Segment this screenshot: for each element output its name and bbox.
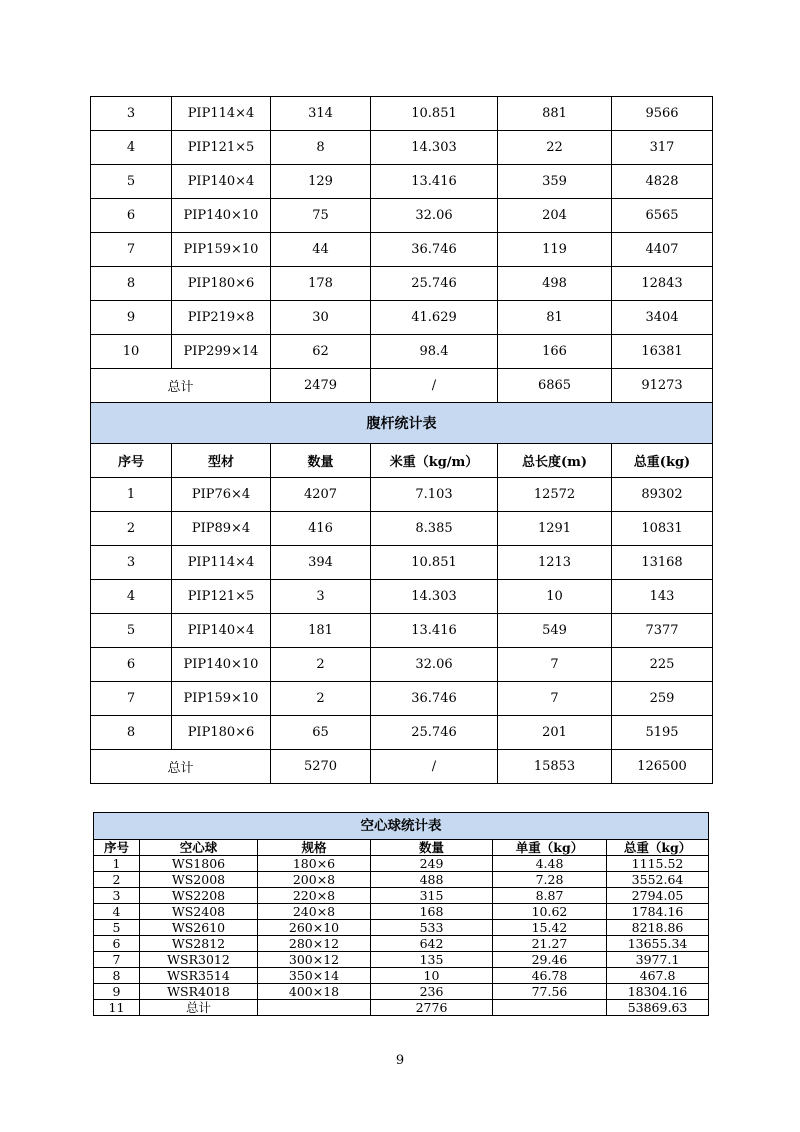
table-row bbox=[91, 97, 713, 131]
total-weight: 91273 bbox=[612, 369, 713, 403]
cell-ball: WS2408 bbox=[140, 904, 258, 920]
cell-weight: 4828 bbox=[612, 165, 713, 199]
cell-count: 178 bbox=[271, 267, 371, 301]
table-row bbox=[91, 301, 713, 335]
cell-count: 3 bbox=[271, 580, 371, 614]
cell-index: 3 bbox=[91, 546, 172, 580]
table-row bbox=[94, 952, 709, 968]
cell-weight: 3977.1 bbox=[607, 952, 709, 968]
cell-profile: PIP76×4 bbox=[172, 478, 271, 512]
cell-index: 3 bbox=[94, 888, 140, 904]
header-unit-weight: 单重（kg） bbox=[493, 840, 607, 856]
table-row bbox=[91, 682, 713, 716]
total-row bbox=[91, 750, 713, 784]
header-ball: 空心球 bbox=[140, 840, 258, 856]
cell-profile: PIP180×6 bbox=[172, 267, 271, 301]
cell-profile: PIP299×14 bbox=[172, 335, 271, 369]
cell-length: 10 bbox=[498, 580, 612, 614]
cell-ball: WSR3514 bbox=[140, 968, 258, 984]
cell-weight: 2794.05 bbox=[607, 888, 709, 904]
total-unit-weight: / bbox=[371, 750, 498, 784]
table-row bbox=[94, 856, 709, 872]
cell-weight: 5195 bbox=[612, 716, 713, 750]
table-row bbox=[91, 546, 713, 580]
cell-unit-weight: 7.103 bbox=[371, 478, 498, 512]
cell-profile: PIP121×5 bbox=[172, 580, 271, 614]
hollow-ball-table-title: 空心球统计表 bbox=[94, 813, 709, 840]
cell-unit-weight: 14.303 bbox=[371, 131, 498, 165]
cell-count: 181 bbox=[271, 614, 371, 648]
cell-index: 8 bbox=[91, 267, 172, 301]
cell-count: 315 bbox=[371, 888, 493, 904]
cell-unit-weight: 14.303 bbox=[371, 580, 498, 614]
cell-spec: 300×12 bbox=[258, 952, 371, 968]
cell-length: 201 bbox=[498, 716, 612, 750]
cell-count: 8 bbox=[271, 131, 371, 165]
hollow-ball-table-title-row bbox=[94, 813, 709, 840]
cell-index: 1 bbox=[91, 478, 172, 512]
total-label: 总计 bbox=[91, 369, 271, 403]
cell-weight: 18304.16 bbox=[607, 984, 709, 1000]
cell-index: 5 bbox=[94, 920, 140, 936]
cell-weight: 89302 bbox=[612, 478, 713, 512]
cell-length: 549 bbox=[498, 614, 612, 648]
cell-ball: WS2812 bbox=[140, 936, 258, 952]
cell-index: 6 bbox=[94, 936, 140, 952]
cell-count: 10 bbox=[371, 968, 493, 984]
cell-unit-weight: 77.56 bbox=[493, 984, 607, 1000]
cell-weight: 16381 bbox=[612, 335, 713, 369]
cell-profile: PIP140×10 bbox=[172, 648, 271, 682]
total-length: 15853 bbox=[498, 750, 612, 784]
cell-unit-weight: 25.746 bbox=[371, 267, 498, 301]
cell-index: 8 bbox=[94, 968, 140, 984]
cell-unit-weight: 41.629 bbox=[371, 301, 498, 335]
cell-count: 416 bbox=[271, 512, 371, 546]
cell-weight: 8218.86 bbox=[607, 920, 709, 936]
total-weight: 53869.63 bbox=[607, 1000, 709, 1016]
cell-profile: PIP180×6 bbox=[172, 716, 271, 750]
total-length: 6865 bbox=[498, 369, 612, 403]
table-row bbox=[91, 233, 713, 267]
cell-weight: 225 bbox=[612, 648, 713, 682]
cell-ball: WS2208 bbox=[140, 888, 258, 904]
cell-unit-weight: 13.416 bbox=[371, 165, 498, 199]
total-weight: 126500 bbox=[612, 750, 713, 784]
cell-count: 2 bbox=[271, 682, 371, 716]
cell-spec: 260×10 bbox=[258, 920, 371, 936]
cell-weight: 4407 bbox=[612, 233, 713, 267]
cell-ball: WS2610 bbox=[140, 920, 258, 936]
cell-weight: 13168 bbox=[612, 546, 713, 580]
cell-index: 1 bbox=[94, 856, 140, 872]
cell-weight: 10831 bbox=[612, 512, 713, 546]
table-row bbox=[91, 131, 713, 165]
cell-count: 129 bbox=[271, 165, 371, 199]
table-row bbox=[91, 478, 713, 512]
total-row bbox=[91, 369, 713, 403]
cell-length: 7 bbox=[498, 682, 612, 716]
cell-unit-weight: 10.851 bbox=[371, 97, 498, 131]
cell-length: 881 bbox=[498, 97, 612, 131]
header-length: 总长度(m) bbox=[498, 444, 612, 478]
table-row bbox=[91, 199, 713, 233]
cell-count: 394 bbox=[271, 546, 371, 580]
cell-count: 44 bbox=[271, 233, 371, 267]
total-spec bbox=[258, 1000, 371, 1016]
table-row bbox=[94, 872, 709, 888]
table-row bbox=[94, 904, 709, 920]
table-row bbox=[94, 920, 709, 936]
cell-count: 168 bbox=[371, 904, 493, 920]
cell-ball: WSR4018 bbox=[140, 984, 258, 1000]
cell-weight: 467.8 bbox=[607, 968, 709, 984]
hollow-ball-header-row bbox=[94, 840, 709, 856]
cell-index: 8 bbox=[91, 716, 172, 750]
header-weight: 总重(kg) bbox=[612, 444, 713, 478]
table-row bbox=[94, 888, 709, 904]
total-unit-weight bbox=[493, 1000, 607, 1016]
header-weight: 总重（kg） bbox=[607, 840, 709, 856]
cell-index: 2 bbox=[91, 512, 172, 546]
cell-spec: 400×18 bbox=[258, 984, 371, 1000]
cell-spec: 200×8 bbox=[258, 872, 371, 888]
header-spec: 规格 bbox=[258, 840, 371, 856]
header-count: 数量 bbox=[271, 444, 371, 478]
cell-length: 166 bbox=[498, 335, 612, 369]
total-label: 总计 bbox=[91, 750, 271, 784]
cell-unit-weight: 8.385 bbox=[371, 512, 498, 546]
cell-profile: PIP114×4 bbox=[172, 546, 271, 580]
cell-length: 22 bbox=[498, 131, 612, 165]
cell-unit-weight: 8.87 bbox=[493, 888, 607, 904]
table-row bbox=[91, 580, 713, 614]
cell-profile: PIP159×10 bbox=[172, 682, 271, 716]
cell-unit-weight: 46.78 bbox=[493, 968, 607, 984]
cell-unit-weight: 36.746 bbox=[371, 682, 498, 716]
cell-length: 7 bbox=[498, 648, 612, 682]
cell-count: 488 bbox=[371, 872, 493, 888]
cell-weight: 3404 bbox=[612, 301, 713, 335]
hollow-ball-statistics-table bbox=[93, 812, 709, 1016]
cell-weight: 7377 bbox=[612, 614, 713, 648]
total-count: 2479 bbox=[271, 369, 371, 403]
cell-weight: 6565 bbox=[612, 199, 713, 233]
table-row bbox=[91, 335, 713, 369]
cell-unit-weight: 15.42 bbox=[493, 920, 607, 936]
cell-weight: 143 bbox=[612, 580, 713, 614]
cell-index: 5 bbox=[91, 614, 172, 648]
table-row bbox=[91, 716, 713, 750]
cell-spec: 280×12 bbox=[258, 936, 371, 952]
cell-weight: 1784.16 bbox=[607, 904, 709, 920]
table-row bbox=[91, 165, 713, 199]
cell-index: 6 bbox=[91, 199, 172, 233]
cell-unit-weight: 36.746 bbox=[371, 233, 498, 267]
cell-profile: PIP140×10 bbox=[172, 199, 271, 233]
cell-spec: 180×6 bbox=[258, 856, 371, 872]
cell-ball: WSR3012 bbox=[140, 952, 258, 968]
cell-index: 7 bbox=[91, 233, 172, 267]
member-statistics-table bbox=[90, 96, 713, 784]
cell-count: 62 bbox=[271, 335, 371, 369]
cell-index: 7 bbox=[94, 952, 140, 968]
cell-count: 30 bbox=[271, 301, 371, 335]
cell-ball: WS1806 bbox=[140, 856, 258, 872]
cell-unit-weight: 7.28 bbox=[493, 872, 607, 888]
table-row bbox=[91, 614, 713, 648]
cell-unit-weight: 32.06 bbox=[371, 199, 498, 233]
cell-count: 75 bbox=[271, 199, 371, 233]
cell-index: 10 bbox=[91, 335, 172, 369]
cell-profile: PIP114×4 bbox=[172, 97, 271, 131]
cell-length: 81 bbox=[498, 301, 612, 335]
cell-unit-weight: 13.416 bbox=[371, 614, 498, 648]
header-index: 序号 bbox=[94, 840, 140, 856]
cell-index: 2 bbox=[94, 872, 140, 888]
web-member-table-title-row bbox=[91, 403, 713, 444]
cell-profile: PIP121×5 bbox=[172, 131, 271, 165]
cell-index: 4 bbox=[91, 131, 172, 165]
cell-count: 236 bbox=[371, 984, 493, 1000]
cell-count: 249 bbox=[371, 856, 493, 872]
cell-index: 6 bbox=[91, 648, 172, 682]
cell-index: 9 bbox=[91, 301, 172, 335]
table-row bbox=[94, 984, 709, 1000]
cell-count: 314 bbox=[271, 97, 371, 131]
cell-index: 9 bbox=[94, 984, 140, 1000]
web-member-header-row bbox=[91, 444, 713, 478]
cell-length: 1291 bbox=[498, 512, 612, 546]
cell-weight: 1115.52 bbox=[607, 856, 709, 872]
cell-index: 4 bbox=[94, 904, 140, 920]
cell-weight: 259 bbox=[612, 682, 713, 716]
cell-unit-weight: 98.4 bbox=[371, 335, 498, 369]
header-count: 数量 bbox=[371, 840, 493, 856]
cell-index: 4 bbox=[91, 580, 172, 614]
cell-length: 1213 bbox=[498, 546, 612, 580]
cell-spec: 350×14 bbox=[258, 968, 371, 984]
total-unit-weight: / bbox=[371, 369, 498, 403]
cell-index: 3 bbox=[91, 97, 172, 131]
cell-spec: 220×8 bbox=[258, 888, 371, 904]
cell-profile: PIP219×8 bbox=[172, 301, 271, 335]
cell-ball: WS2008 bbox=[140, 872, 258, 888]
cell-unit-weight: 10.851 bbox=[371, 546, 498, 580]
cell-weight: 9566 bbox=[612, 97, 713, 131]
cell-profile: PIP140×4 bbox=[172, 614, 271, 648]
cell-count: 4207 bbox=[271, 478, 371, 512]
table-row bbox=[94, 936, 709, 952]
cell-length: 119 bbox=[498, 233, 612, 267]
cell-profile: PIP159×10 bbox=[172, 233, 271, 267]
total-row bbox=[94, 1000, 709, 1016]
table-row bbox=[91, 267, 713, 301]
cell-length: 204 bbox=[498, 199, 612, 233]
header-profile: 型材 bbox=[172, 444, 271, 478]
cell-weight: 317 bbox=[612, 131, 713, 165]
cell-unit-weight: 21.27 bbox=[493, 936, 607, 952]
page-number: 9 bbox=[395, 1053, 405, 1068]
cell-index: 7 bbox=[91, 682, 172, 716]
total-count: 2776 bbox=[371, 1000, 493, 1016]
cell-count: 2 bbox=[271, 648, 371, 682]
cell-index: 5 bbox=[91, 165, 172, 199]
table-row bbox=[91, 648, 713, 682]
cell-profile: PIP89×4 bbox=[172, 512, 271, 546]
cell-weight: 13655.34 bbox=[607, 936, 709, 952]
total-label: 总计 bbox=[140, 1000, 258, 1016]
cell-length: 12572 bbox=[498, 478, 612, 512]
table-row bbox=[94, 968, 709, 984]
header-index: 序号 bbox=[91, 444, 172, 478]
cell-unit-weight: 29.46 bbox=[493, 952, 607, 968]
cell-count: 533 bbox=[371, 920, 493, 936]
cell-weight: 12843 bbox=[612, 267, 713, 301]
cell-count: 135 bbox=[371, 952, 493, 968]
cell-spec: 240×8 bbox=[258, 904, 371, 920]
cell-profile: PIP140×4 bbox=[172, 165, 271, 199]
cell-weight: 3552.64 bbox=[607, 872, 709, 888]
cell-unit-weight: 25.746 bbox=[371, 716, 498, 750]
cell-count: 65 bbox=[271, 716, 371, 750]
cell-length: 359 bbox=[498, 165, 612, 199]
table-row bbox=[91, 512, 713, 546]
cell-length: 498 bbox=[498, 267, 612, 301]
header-unit-weight: 米重（kg/m） bbox=[371, 444, 498, 478]
cell-count: 642 bbox=[371, 936, 493, 952]
cell-unit-weight: 32.06 bbox=[371, 648, 498, 682]
total-index: 11 bbox=[94, 1000, 140, 1016]
total-count: 5270 bbox=[271, 750, 371, 784]
cell-unit-weight: 10.62 bbox=[493, 904, 607, 920]
cell-unit-weight: 4.48 bbox=[493, 856, 607, 872]
web-member-table-title: 腹杆统计表 bbox=[91, 403, 713, 444]
